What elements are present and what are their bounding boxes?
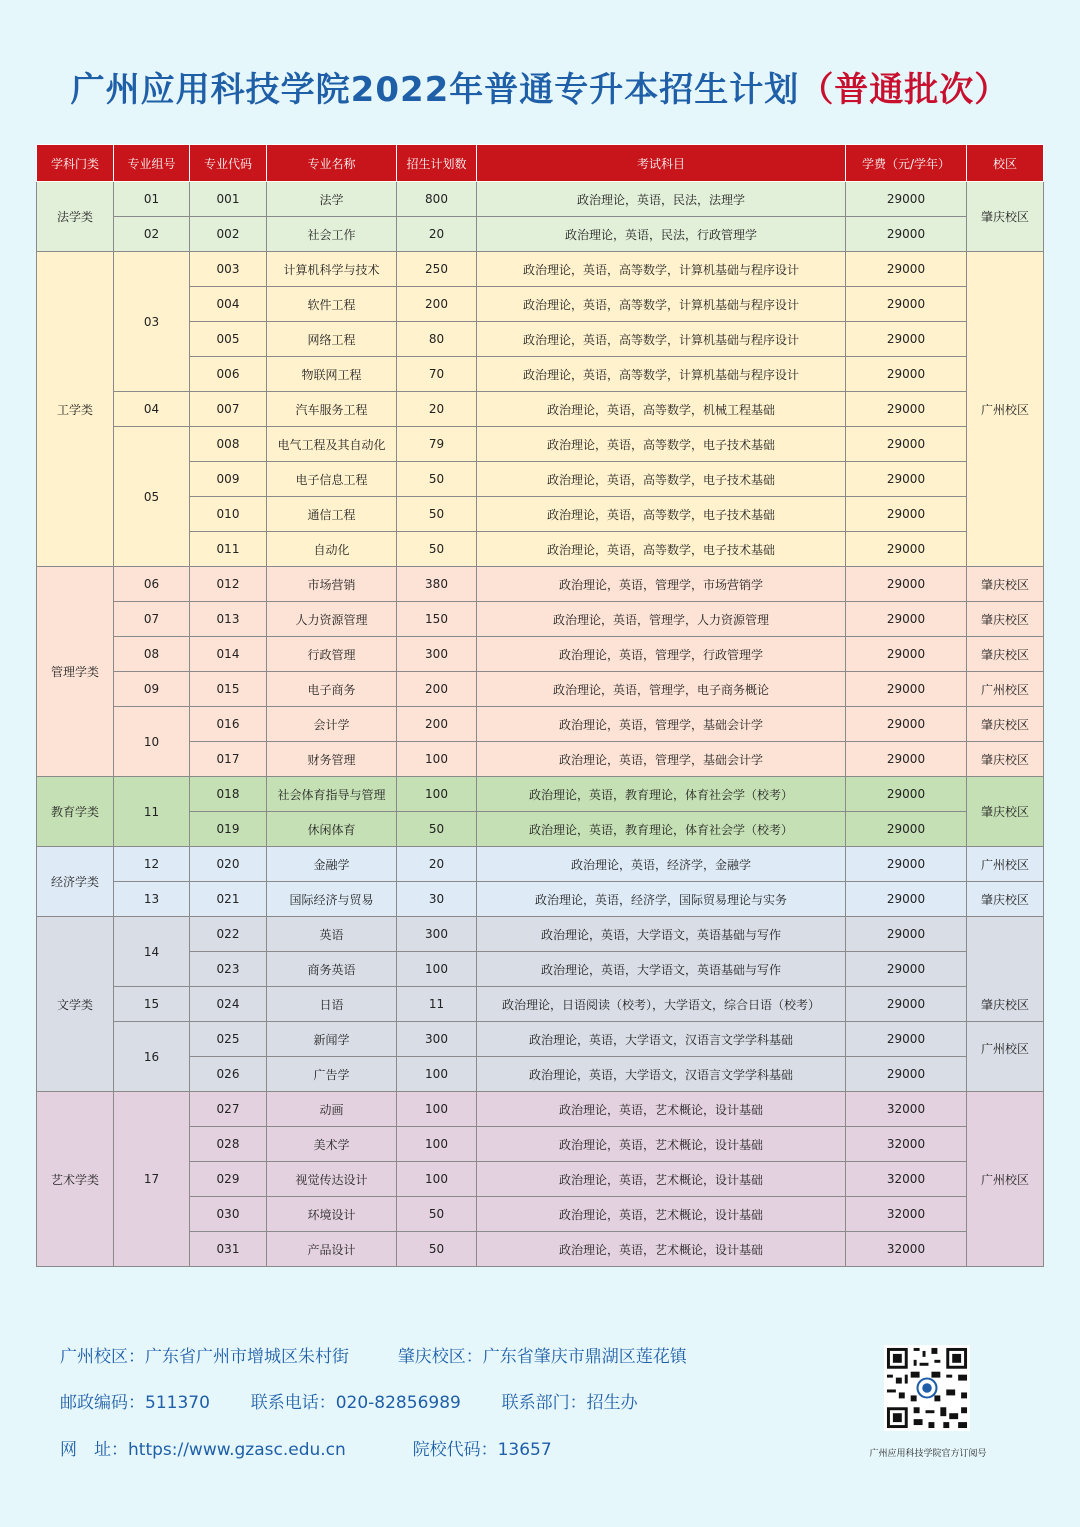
fee-cell: 29000 (846, 427, 967, 462)
name-cell: 美术学 (267, 1127, 397, 1162)
quota-cell: 50 (397, 1197, 477, 1232)
fee-cell: 32000 (846, 1162, 967, 1197)
group-no-cell: 16 (114, 1022, 190, 1092)
website-link[interactable]: 网 址：https://www.gzasc.edu.cn (60, 1440, 346, 1460)
quota-cell: 800 (397, 182, 477, 217)
group-no-cell: 06 (114, 567, 190, 602)
table-row (37, 882, 1044, 917)
table-row (37, 427, 1044, 462)
quota-cell: 300 (397, 917, 477, 952)
subjects-cell: 政治理论，英语，管理学，电子商务概论 (477, 672, 846, 707)
category-cell: 教育学类 (37, 777, 114, 847)
subjects-cell: 政治理论，英语，管理学，基础会计学 (477, 742, 846, 777)
subjects-cell: 政治理论，英语，大学语文，汉语言文学学科基础 (477, 1057, 846, 1092)
name-cell: 电子信息工程 (267, 462, 397, 497)
table-row (37, 392, 1044, 427)
subjects-cell: 政治理论，英语，高等数学，电子技术基础 (477, 532, 846, 567)
name-cell: 自动化 (267, 532, 397, 567)
name-cell: 产品设计 (267, 1232, 397, 1267)
campus-cell: 广州校区 (967, 1092, 1044, 1267)
code-cell: 006 (190, 357, 267, 392)
name-cell: 广告学 (267, 1057, 397, 1092)
code-cell: 020 (190, 847, 267, 882)
category-cell: 艺术学类 (37, 1092, 114, 1267)
group-no-cell: 12 (114, 847, 190, 882)
category-cell: 管理学类 (37, 567, 114, 777)
campus-cell: 广州校区 (967, 847, 1044, 882)
group-no-cell: 05 (114, 427, 190, 567)
table-row (37, 217, 1044, 252)
quota-cell: 150 (397, 602, 477, 637)
quota-cell: 20 (397, 847, 477, 882)
name-cell: 电子商务 (267, 672, 397, 707)
fee-cell: 29000 (846, 287, 967, 322)
quota-cell: 50 (397, 812, 477, 847)
fee-cell: 29000 (846, 217, 967, 252)
category-cell: 经济学类 (37, 847, 114, 917)
campus-cell: 广州校区 (967, 672, 1044, 707)
quota-cell: 200 (397, 287, 477, 322)
code-cell: 024 (190, 987, 267, 1022)
fee-cell: 29000 (846, 952, 967, 987)
code-cell: 030 (190, 1197, 267, 1232)
campus-cell: 广州校区 (967, 252, 1044, 567)
code-cell: 009 (190, 462, 267, 497)
name-cell: 会计学 (267, 707, 397, 742)
table-row (37, 1092, 1044, 1127)
fee-cell: 29000 (846, 532, 967, 567)
col-header-major-name: 专业名称 (267, 145, 397, 182)
subjects-cell: 政治理论，英语，高等数学，计算机基础与程序设计 (477, 252, 846, 287)
name-cell: 商务英语 (267, 952, 397, 987)
quota-cell: 250 (397, 252, 477, 287)
col-header-fee: 学费（元/学年） (846, 145, 967, 182)
quota-cell: 100 (397, 742, 477, 777)
table-row (37, 1022, 1044, 1057)
category-cell: 文学类 (37, 917, 114, 1092)
group-no-cell: 10 (114, 707, 190, 777)
fee-cell: 29000 (846, 987, 967, 1022)
fee-cell: 29000 (846, 1057, 967, 1092)
subjects-cell: 政治理论，英语，经济学，金融学 (477, 847, 846, 882)
subjects-cell: 政治理论，英语，民法，行政管理学 (477, 217, 846, 252)
quota-cell: 50 (397, 497, 477, 532)
table-row (37, 602, 1044, 637)
name-cell: 财务管理 (267, 742, 397, 777)
quota-cell: 50 (397, 462, 477, 497)
fee-cell: 29000 (846, 497, 967, 532)
campus-cell: 肇庆校区 (967, 917, 1044, 1022)
name-cell: 英语 (267, 917, 397, 952)
code-cell: 010 (190, 497, 267, 532)
code-cell: 019 (190, 812, 267, 847)
name-cell: 环境设计 (267, 1197, 397, 1232)
code-cell: 027 (190, 1092, 267, 1127)
quota-cell: 300 (397, 637, 477, 672)
fee-cell: 32000 (846, 1092, 967, 1127)
category-cell: 法学类 (37, 182, 114, 252)
campus-cell: 广州校区 (967, 1022, 1044, 1092)
quota-cell: 100 (397, 777, 477, 812)
name-cell: 通信工程 (267, 497, 397, 532)
phone: 联系电话：020-82856989 (250, 1393, 461, 1413)
subjects-cell: 政治理论，英语，经济学，国际贸易理论与实务 (477, 882, 846, 917)
table-row (37, 567, 1044, 602)
subjects-cell: 政治理论，英语，教育理论，体育社会学（校考） (477, 777, 846, 812)
code-cell: 002 (190, 217, 267, 252)
col-header-quota: 招生计划数 (397, 145, 477, 182)
name-cell: 日语 (267, 987, 397, 1022)
quota-cell: 50 (397, 532, 477, 567)
title-main: 广州应用科技学院2022年普通专升本招生计划 (70, 70, 800, 110)
footer-line-3 (60, 1435, 552, 1460)
group-no-cell: 17 (114, 1092, 190, 1267)
name-cell: 市场营销 (267, 567, 397, 602)
code-cell: 008 (190, 427, 267, 462)
qr-caption: 广州应用科技学院官方订阅号 (869, 1449, 987, 1459)
table-row (37, 917, 1044, 952)
code-cell: 022 (190, 917, 267, 952)
fee-cell: 29000 (846, 847, 967, 882)
name-cell: 动画 (267, 1092, 397, 1127)
group-no-cell: 08 (114, 637, 190, 672)
footer-line-2 (60, 1388, 638, 1413)
quota-cell: 300 (397, 1022, 477, 1057)
name-cell: 视觉传达设计 (267, 1162, 397, 1197)
quota-cell: 100 (397, 952, 477, 987)
code-cell: 013 (190, 602, 267, 637)
name-cell: 计算机科学与技术 (267, 252, 397, 287)
zq-campus-address: 肇庆校区：广东省肇庆市鼎湖区莲花镇 (397, 1347, 687, 1367)
code-cell: 005 (190, 322, 267, 357)
code-cell: 029 (190, 1162, 267, 1197)
quota-cell: 30 (397, 882, 477, 917)
subjects-cell: 政治理论，英语，大学语文，英语基础与写作 (477, 917, 846, 952)
group-no-cell: 09 (114, 672, 190, 707)
fee-cell: 29000 (846, 322, 967, 357)
table-row (37, 182, 1044, 217)
quota-cell: 80 (397, 322, 477, 357)
qr-code-icon (884, 1345, 970, 1431)
group-no-cell: 07 (114, 602, 190, 637)
subjects-cell: 政治理论，英语，民法，法理学 (477, 182, 846, 217)
name-cell: 人力资源管理 (267, 602, 397, 637)
subjects-cell: 政治理论，英语，教育理论，体育社会学（校考） (477, 812, 846, 847)
subjects-cell: 政治理论，英语，管理学，人力资源管理 (477, 602, 846, 637)
code-cell: 021 (190, 882, 267, 917)
fee-cell: 32000 (846, 1197, 967, 1232)
code-cell: 016 (190, 707, 267, 742)
table-row (37, 847, 1044, 882)
code-cell: 031 (190, 1232, 267, 1267)
quota-cell: 380 (397, 567, 477, 602)
code-cell: 025 (190, 1022, 267, 1057)
subjects-cell: 政治理论，英语，艺术概论，设计基础 (477, 1232, 846, 1267)
quota-cell: 100 (397, 1162, 477, 1197)
name-cell: 法学 (267, 182, 397, 217)
subjects-cell: 政治理论，英语，艺术概论，设计基础 (477, 1092, 846, 1127)
col-header-group-no: 专业组号 (114, 145, 190, 182)
subjects-cell: 政治理论，英语，高等数学，计算机基础与程序设计 (477, 357, 846, 392)
code-cell: 028 (190, 1127, 267, 1162)
table-row (37, 252, 1044, 287)
quota-cell: 20 (397, 217, 477, 252)
group-no-cell: 03 (114, 252, 190, 392)
table-row (37, 777, 1044, 812)
quota-cell: 50 (397, 1232, 477, 1267)
fee-cell: 29000 (846, 742, 967, 777)
fee-cell: 29000 (846, 567, 967, 602)
name-cell: 社会工作 (267, 217, 397, 252)
subjects-cell: 政治理论，英语，大学语文，英语基础与写作 (477, 952, 846, 987)
fee-cell: 29000 (846, 672, 967, 707)
quota-cell: 100 (397, 1127, 477, 1162)
fee-cell: 29000 (846, 917, 967, 952)
name-cell: 汽车服务工程 (267, 392, 397, 427)
campus-cell: 肇庆校区 (967, 182, 1044, 252)
name-cell: 网络工程 (267, 322, 397, 357)
school-code: 院校代码：13657 (412, 1440, 552, 1460)
fee-cell: 29000 (846, 252, 967, 287)
page-title (0, 62, 1080, 111)
fee-cell: 29000 (846, 182, 967, 217)
name-cell: 新闻学 (267, 1022, 397, 1057)
name-cell: 电气工程及其自动化 (267, 427, 397, 462)
campus-cell: 肇庆校区 (967, 882, 1044, 917)
subjects-cell: 政治理论，英语，大学语文，汉语言文学学科基础 (477, 1022, 846, 1057)
code-cell: 004 (190, 287, 267, 322)
campus-cell: 肇庆校区 (967, 637, 1044, 672)
table-row (37, 987, 1044, 1022)
code-cell: 017 (190, 742, 267, 777)
subjects-cell: 政治理论，英语，高等数学，计算机基础与程序设计 (477, 322, 846, 357)
campus-cell: 肇庆校区 (967, 742, 1044, 777)
group-no-cell: 04 (114, 392, 190, 427)
subjects-cell: 政治理论，英语，艺术概论，设计基础 (477, 1127, 846, 1162)
subjects-cell: 政治理论，英语，高等数学，电子技术基础 (477, 462, 846, 497)
code-cell: 011 (190, 532, 267, 567)
subjects-cell: 政治理论，英语，管理学，基础会计学 (477, 707, 846, 742)
subjects-cell: 政治理论，英语，艺术概论，设计基础 (477, 1197, 846, 1232)
group-no-cell: 14 (114, 917, 190, 987)
group-no-cell: 13 (114, 882, 190, 917)
gz-campus-address: 广州校区：广东省广州市增城区朱村街 (60, 1347, 349, 1367)
campus-cell: 肇庆校区 (967, 602, 1044, 637)
fee-cell: 29000 (846, 812, 967, 847)
code-cell: 007 (190, 392, 267, 427)
col-header-subjects: 考试科目 (477, 145, 846, 182)
name-cell: 社会体育指导与管理 (267, 777, 397, 812)
subjects-cell: 政治理论，英语，管理学，市场营销学 (477, 567, 846, 602)
group-no-cell: 01 (114, 182, 190, 217)
code-cell: 003 (190, 252, 267, 287)
enrollment-plan-table (36, 144, 1044, 1267)
group-no-cell: 02 (114, 217, 190, 252)
fee-cell: 29000 (846, 882, 967, 917)
fee-cell: 29000 (846, 602, 967, 637)
subjects-cell: 政治理论，日语阅读（校考），大学语文，综合日语（校考） (477, 987, 846, 1022)
fee-cell: 29000 (846, 777, 967, 812)
fee-cell: 29000 (846, 637, 967, 672)
name-cell: 物联网工程 (267, 357, 397, 392)
campus-cell: 肇庆校区 (967, 777, 1044, 847)
subjects-cell: 政治理论，英语，高等数学，机械工程基础 (477, 392, 846, 427)
table-row (37, 637, 1044, 672)
fee-cell: 29000 (846, 1022, 967, 1057)
fee-cell: 29000 (846, 357, 967, 392)
col-header-major-code: 专业代码 (190, 145, 267, 182)
code-cell: 018 (190, 777, 267, 812)
campus-cell: 肇庆校区 (967, 707, 1044, 742)
subjects-cell: 政治理论，英语，管理学，行政管理学 (477, 637, 846, 672)
quota-cell: 11 (397, 987, 477, 1022)
name-cell: 国际经济与贸易 (267, 882, 397, 917)
name-cell: 软件工程 (267, 287, 397, 322)
fee-cell: 32000 (846, 1127, 967, 1162)
code-cell: 014 (190, 637, 267, 672)
code-cell: 012 (190, 567, 267, 602)
fee-cell: 32000 (846, 1232, 967, 1267)
subjects-cell: 政治理论，英语，高等数学，电子技术基础 (477, 497, 846, 532)
subjects-cell: 政治理论，英语，高等数学，计算机基础与程序设计 (477, 287, 846, 322)
fee-cell: 29000 (846, 462, 967, 497)
quota-cell: 200 (397, 672, 477, 707)
group-no-cell: 15 (114, 987, 190, 1022)
code-cell: 026 (190, 1057, 267, 1092)
col-header-category: 学科门类 (37, 145, 114, 182)
table-row (37, 707, 1044, 742)
code-cell: 023 (190, 952, 267, 987)
postcode: 邮政编码：511370 (60, 1393, 210, 1413)
code-cell: 015 (190, 672, 267, 707)
name-cell: 行政管理 (267, 637, 397, 672)
subjects-cell: 政治理论，英语，高等数学，电子技术基础 (477, 427, 846, 462)
title-suffix: （普通批次） (799, 70, 1010, 110)
fee-cell: 29000 (846, 392, 967, 427)
quota-cell: 200 (397, 707, 477, 742)
fee-cell: 29000 (846, 707, 967, 742)
table-header-row (37, 145, 1044, 182)
quota-cell: 20 (397, 392, 477, 427)
table-row (37, 672, 1044, 707)
campus-cell: 肇庆校区 (967, 567, 1044, 602)
group-no-cell: 11 (114, 777, 190, 847)
name-cell: 休闲体育 (267, 812, 397, 847)
col-header-campus: 校区 (967, 145, 1044, 182)
contact-dept: 联系部门：招生办 (501, 1393, 638, 1413)
footer-line-1 (60, 1342, 687, 1367)
subjects-cell: 政治理论，英语，艺术概论，设计基础 (477, 1162, 846, 1197)
name-cell: 金融学 (267, 847, 397, 882)
category-cell: 工学类 (37, 252, 114, 567)
quota-cell: 100 (397, 1057, 477, 1092)
quota-cell: 79 (397, 427, 477, 462)
quota-cell: 100 (397, 1092, 477, 1127)
code-cell: 001 (190, 182, 267, 217)
quota-cell: 70 (397, 357, 477, 392)
